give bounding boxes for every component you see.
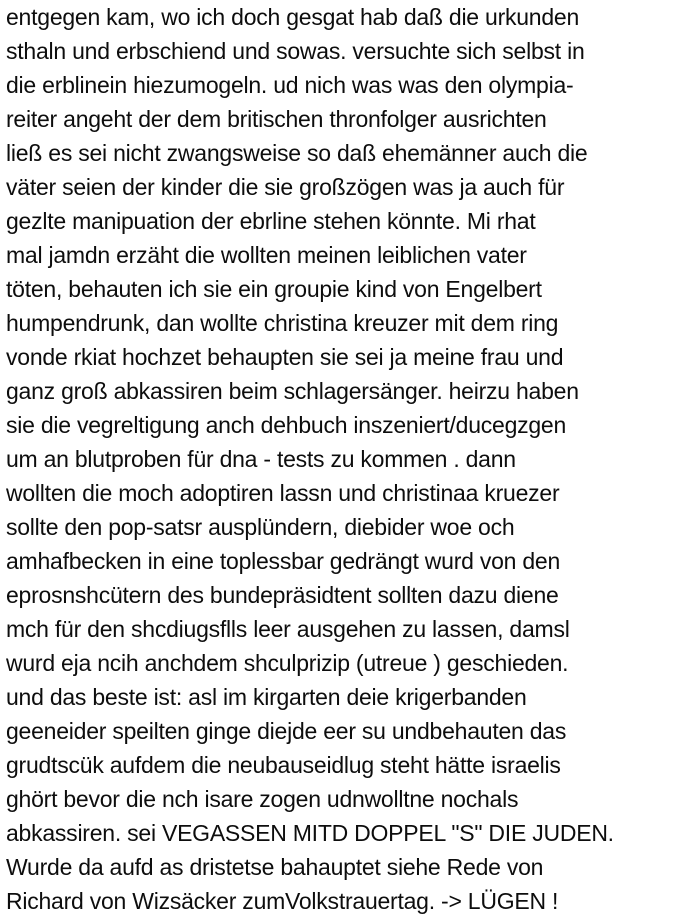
text-line: und das beste ist: asl im kirgarten deie krigerbanden xyxy=(6,684,527,710)
text-line: humpendrunk, dan wollte christina kreuzer mit dem ring xyxy=(6,310,559,336)
text-line: amhafbecken in eine toplessbar gedrängt wurd von den xyxy=(6,548,561,574)
text-line: eprosnshcütern des bundepräsidtent sollten dazu diene xyxy=(6,582,559,608)
text-line: die erblinein hiezumogeln. ud nich was was den olympia- xyxy=(6,72,574,98)
text-line: wurd eja ncih anchdem shculprizip (utreue ) geschieden. xyxy=(6,650,569,676)
text-line: ganz groß abkassiren beim schlagersänger. heirzu haben xyxy=(6,378,579,404)
text-line: ließ es sei nicht zwangsweise so daß ehemänner auch die xyxy=(6,140,588,166)
text-line: reiter angeht der dem britischen thronfolger ausrichten xyxy=(6,106,547,132)
text-line: vonde rkiat hochzet behaupten sie sei ja meine frau und xyxy=(6,344,564,370)
text-line: sthaln und erbschiend und sowas. versuchte sich selbst in xyxy=(6,38,585,64)
text-line: mal jamdn erzäht die wollten meinen leiblichen vater xyxy=(6,242,527,268)
text-line: mch für den shcdiugsflls leer ausgehen zu lassen, damsl xyxy=(6,616,570,642)
text-line: abkassiren. sei VEGASSEN MITD DOPPEL "S" DIE JUDEN. xyxy=(6,820,614,846)
text-line: wollten die moch adoptiren lassn und christinaa kruezer xyxy=(6,480,560,506)
text-line: töten, behauten ich sie ein groupie kind von Engelbert xyxy=(6,276,542,302)
text-line: grudtscük aufdem die neubauseidlug steht hätte israelis xyxy=(6,752,561,778)
text-line: um an blutproben für dna - tests zu kommen . dann xyxy=(6,446,516,472)
text-body xyxy=(6,0,682,918)
text-line: sie die vegreltigung anch dehbuch inszeniert/ducegzgen xyxy=(6,412,567,438)
text-line: sollte den pop-satsr ausplündern, diebider woe och xyxy=(6,514,515,540)
text-line: väter seien der kinder die sie großzögen was ja auch für xyxy=(6,174,565,200)
text-line: Richard von Wizsäcker zumVolkstrauertag. -> LÜGEN ! xyxy=(6,888,559,914)
text-line: Wurde da aufd as dristetse bahauptet siehe Rede von xyxy=(6,854,544,880)
text-line: gezlte manipuation der ebrline stehen könnte. Mi rhat xyxy=(6,208,536,234)
text-line: geeneider speilten ginge diejde eer su undbehauten das xyxy=(6,718,567,744)
text-line: ghört bevor die nch isare zogen udnwolltne nochals xyxy=(6,786,519,812)
text-line: entgegen kam, wo ich doch gesgat hab daß die urkunden xyxy=(6,4,580,30)
